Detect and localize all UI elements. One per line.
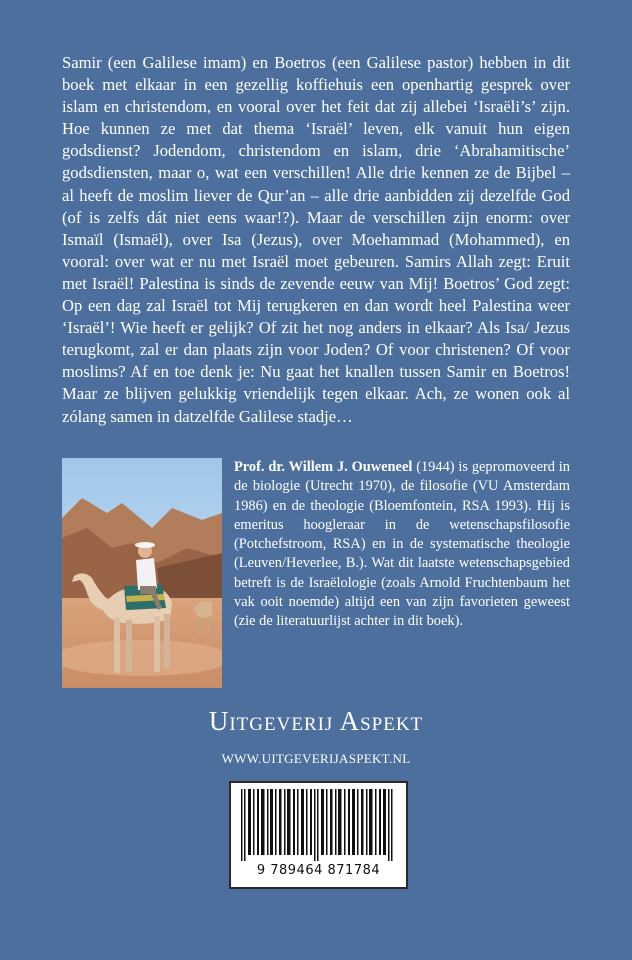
author-on-camel-image [62, 458, 222, 688]
author-name: Prof. dr. Willem J. Ouweneel [234, 459, 413, 475]
isbn-barcode [229, 781, 408, 889]
back-cover-blurb: Samir (een Galilese imam) en Boetros (een Galilese pastor) hebben in dit boek met elkaar in een gezellig koffiehuis een openhartig gesprek over islam en christendom, en vooral over het feit dat zij allebei ‘Israëli’s’ zijn. Hoe kunnen ze met dat thema ‘Israël’ leven, elk vanuit hun eigen godsdienst? Jodendom, christendom en islam, drie ‘Abrahamitische’ godsdiensten, maar o, wat een verschillen! Alle drie kennen ze de Bijbel – al heeft de moslim liever de Qur’an – alle drie aanbidden zij dezelfde God (of is zelfs dát niet eens waar!?). Maar de verschillen zijn enorm: over Ismaïl (Ismaël), over Isa (Jezus), over Moehammad (Mohammed), en vooral: over wat er nu met Israël moet gebeuren. Samirs Allah zegt: Eruit met Israël! Palestina is sinds de zevende eeuw van Mij! Boetros’ God zegt: Op een dag zal Israël tot Mij terugkeren en dan wordt heel Palestina weer ‘Israël’! Wie heeft er gelijk? Of zit het nog anders in elkaar? Als Isa/ Jezus terugkomt, zal er dan plaats zijn voor Joden? Of voor christenen? Of voor moslims? Af en toe denk je: Nu gaat het knallen tussen Samir en Boetros! Maar ze blijven gelukkig vriendelijk tegen elkaar. Ach, ze wonen ook al zólang samen in datzelfde Galilese stadje… [62, 53, 570, 426]
author-photo [62, 458, 222, 688]
author-bio-text: (1944) is gepromoveerd in de biologie (Utrecht 1970), de filosofie (VU Amsterdam 1986) en de theologie (Bloemfontein, RSA 1993). Hij is emeritus hoogleraar in de wetenschapsfilosofie (Potchefstroom, RSA) en in de systematische theologie (Leuven/Heverlee, B.). Wat dit laatste wetenschapsgebied betreft is de Israëlologie (zoals Arnold Fruchtenbaum het vak ooit noemde) altijd een van zijn favorieten geweest (zie de literatuurlijst achter in dit boek). [234, 459, 570, 630]
author-bio [234, 458, 570, 632]
isbn-digits: 9 789464 871784 [256, 863, 381, 878]
publisher-url: WWW.UITGEVERIJASPEKT.NL [221, 751, 411, 766]
publisher-name: Uitgeverij Aspekt [208, 706, 424, 736]
barcode-bars [239, 789, 398, 861]
